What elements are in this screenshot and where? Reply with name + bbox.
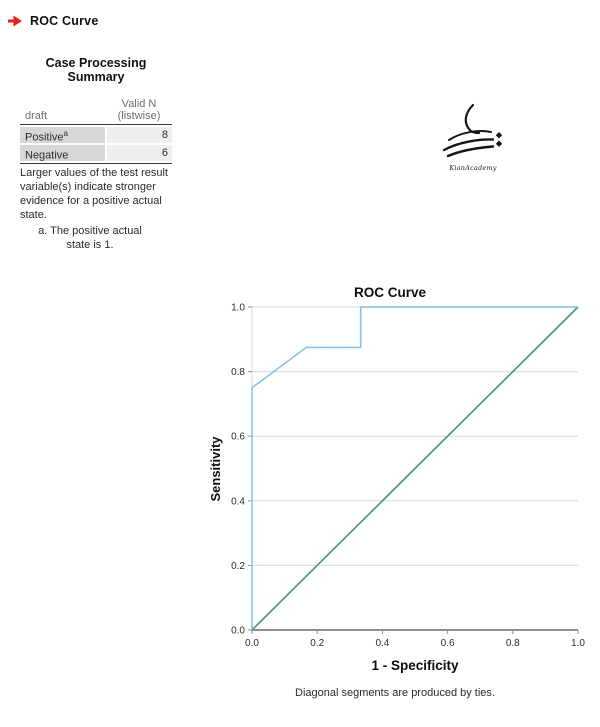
chart-caption: Diagonal segments are produced by ties. <box>295 687 495 699</box>
table-row <box>20 145 172 161</box>
svg-text:0.0: 0.0 <box>245 638 259 648</box>
column-header-validn: Valid N (listwise) <box>117 98 161 122</box>
row-label-positive: Positive$^a$ <box>20 127 105 143</box>
logo-text: KianAcademy <box>449 164 497 172</box>
logo-bird-icon <box>438 102 508 158</box>
column-header-draft: draft <box>25 110 48 122</box>
svg-text:0.6: 0.6 <box>231 431 245 443</box>
chart-title: ROC Curve <box>353 285 426 300</box>
output-heading[interactable] <box>8 14 98 28</box>
row-value-negative: 6 <box>107 145 172 161</box>
svg-text:1.0: 1.0 <box>571 638 585 648</box>
svg-text:0.8: 0.8 <box>231 367 245 379</box>
table-header-row <box>20 94 172 125</box>
row-value-positive: 8 <box>107 127 172 143</box>
svg-text:0.4: 0.4 <box>231 496 245 508</box>
row-label-negative: Negative <box>20 145 105 161</box>
table-title: Case Processing Summary <box>45 56 147 84</box>
table-note: Larger values of the test result variable(s) indicate stronger evidence for a positive actual state. <box>20 167 168 221</box>
svg-text:0.6: 0.6 <box>440 638 455 648</box>
footnote-marker: a <box>63 129 68 138</box>
svg-text:1.0: 1.0 <box>231 302 245 314</box>
x-axis-label: 1 - Specificity <box>371 658 459 673</box>
svg-text:0.4: 0.4 <box>375 638 390 648</box>
case-processing-table[interactable] <box>20 94 172 164</box>
svg-text:0.8: 0.8 <box>505 638 520 648</box>
red-arrow-icon <box>8 15 23 27</box>
roc-plot[interactable] <box>228 300 590 648</box>
svg-text:0.0: 0.0 <box>231 625 245 637</box>
watermark-logo[interactable] <box>436 102 510 172</box>
svg-text:0.2: 0.2 <box>231 560 245 572</box>
output-heading-label: ROC Curve <box>30 14 99 28</box>
table-row <box>20 127 172 143</box>
table-footnote: a. The positive actual state is 1. <box>38 225 142 251</box>
y-axis-label: Sensitivity <box>208 436 223 502</box>
svg-text:0.2: 0.2 <box>310 638 325 648</box>
